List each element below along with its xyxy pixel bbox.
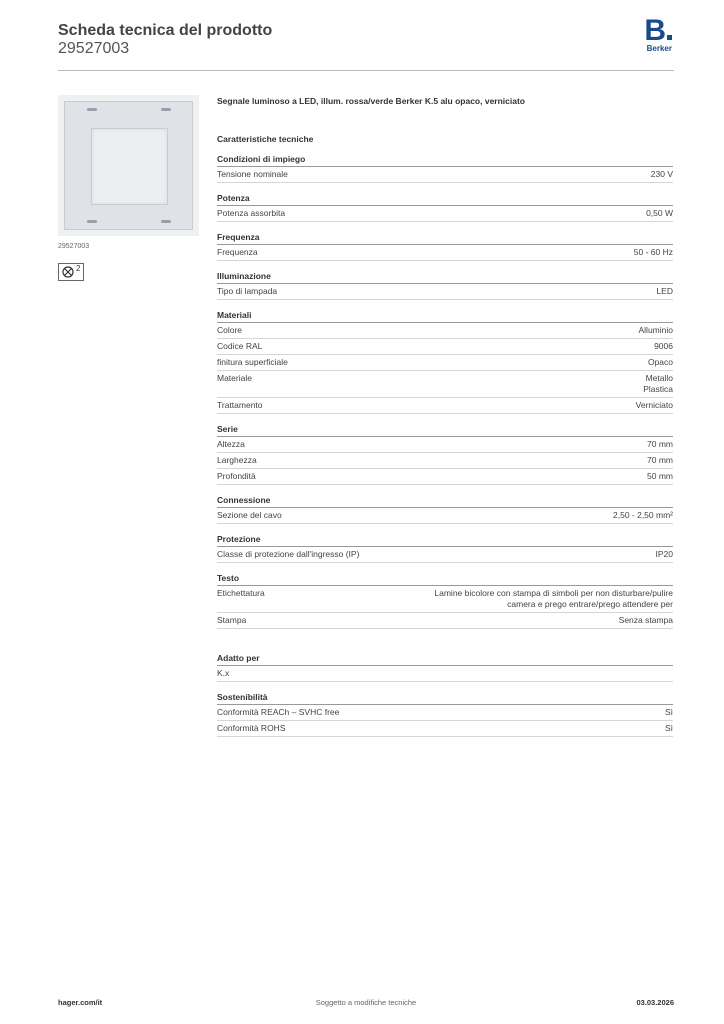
- spec-group: [217, 573, 673, 629]
- spec-row: [217, 245, 673, 261]
- spec-row: [217, 339, 673, 355]
- spec-group-title: Illuminazione: [217, 271, 673, 284]
- spec-value: 9006: [654, 341, 673, 351]
- spec-group-title: Potenza: [217, 193, 673, 206]
- logo-letter: B: [644, 14, 666, 47]
- spec-row: [217, 355, 673, 371]
- spec-group-title: Sostenibilità: [217, 692, 673, 705]
- product-image: [58, 95, 199, 236]
- spec-group-title: Testo: [217, 573, 673, 586]
- logo-dot: [667, 35, 672, 40]
- spec-content: [217, 96, 673, 747]
- spec-group-title: Serie: [217, 424, 673, 437]
- spec-row: [217, 547, 673, 563]
- spec-row: [217, 613, 673, 629]
- spec-row: [217, 323, 673, 339]
- spec-group-title: Materiali: [217, 310, 673, 323]
- plate-notch: [87, 220, 97, 223]
- spec-group-title: Adatto per: [217, 653, 673, 666]
- plate-notch: [87, 108, 97, 111]
- footer-date: 03.03.2026: [636, 998, 674, 1007]
- spec-label: Altezza: [217, 439, 245, 449]
- spec-group: [217, 653, 673, 682]
- plate-notch: [161, 108, 171, 111]
- spec-group: [217, 310, 673, 414]
- spec-value: Metallo Plastica: [643, 373, 673, 394]
- product-description: Segnale luminoso a LED, illum. rossa/verde Berker K.5 alu opaco, verniciato: [217, 96, 525, 106]
- spec-label: Tensione nominale: [217, 169, 288, 179]
- plate-notch: [161, 220, 171, 223]
- spec-label: Tipo di lampada: [217, 286, 278, 296]
- logo-text: Berker: [646, 44, 672, 53]
- page-header: [58, 14, 674, 71]
- spec-label: Trattamento: [217, 400, 263, 410]
- spec-value: 230 V: [650, 169, 673, 179]
- spec-groups: [217, 154, 673, 737]
- spec-row: [217, 453, 673, 469]
- spec-label: Colore: [217, 325, 243, 335]
- spec-group-title: Protezione: [217, 534, 673, 547]
- spec-value: 70 mm: [647, 455, 673, 465]
- spec-value: Senza stampa: [618, 615, 673, 625]
- spec-group: [217, 692, 673, 737]
- spec-label: Conformità REACh – SVHC free: [217, 707, 340, 717]
- spec-label: Codice RAL: [217, 341, 263, 351]
- spec-row: [217, 721, 673, 737]
- spec-label: Frequenza: [217, 247, 258, 257]
- spec-group: [217, 232, 673, 261]
- spec-row: [217, 437, 673, 453]
- spec-row: [217, 284, 673, 300]
- spec-label: Materiale: [217, 373, 252, 383]
- spec-value: Verniciato: [635, 400, 673, 410]
- spec-value: 70 mm: [647, 439, 673, 449]
- spec-value: LED: [656, 286, 673, 296]
- spec-value: Opaco: [647, 357, 673, 367]
- spec-row: [217, 666, 673, 682]
- spec-label: Sezione del cavo: [217, 510, 282, 520]
- group-spacer: [217, 639, 673, 653]
- spec-label: Etichettatura: [217, 588, 265, 598]
- spec-value: Sì: [664, 723, 673, 733]
- spec-value: 50 mm: [647, 471, 673, 481]
- spec-value: 0,50 W: [646, 208, 673, 218]
- footer-notice: Soggetto a modifiche tecniche: [315, 998, 417, 1007]
- lamp-icon-superscript: 2: [76, 264, 81, 273]
- spec-group: [217, 424, 673, 485]
- spec-value: IP20: [655, 549, 673, 559]
- spec-row: [217, 206, 673, 222]
- spec-label: Larghezza: [217, 455, 257, 465]
- cover-plate: [64, 101, 193, 230]
- spec-label: Potenza assorbita: [217, 208, 286, 218]
- spec-label: Classe di protezione dall'ingresso (IP): [217, 549, 360, 559]
- spec-group-title: Connessione: [217, 495, 673, 508]
- spec-row: [217, 371, 673, 398]
- lamp-symbol-icon: [58, 263, 84, 281]
- spec-value: Alluminio: [638, 325, 673, 335]
- section-title: Caratteristiche tecniche: [217, 134, 314, 144]
- image-caption: 29527003: [58, 243, 90, 250]
- spec-label: Profondità: [217, 471, 256, 481]
- spec-group: [217, 154, 673, 183]
- spec-value: Lamine bicolore con stampa di simboli per non disturbare/pulire camera e prego entrare/prego attendere per: [434, 588, 673, 609]
- spec-row: [217, 586, 673, 613]
- spec-label: finitura superficiale: [217, 357, 288, 367]
- spec-group: [217, 534, 673, 563]
- spec-value: 2,50 - 2,50 mm²: [613, 510, 673, 520]
- signal-lens: [91, 128, 168, 205]
- spec-row: [217, 705, 673, 721]
- spec-row: [217, 508, 673, 524]
- spec-row: [217, 469, 673, 485]
- spec-row: [217, 398, 673, 414]
- spec-group: [217, 193, 673, 222]
- spec-group-title: Condizioni di impiego: [217, 154, 673, 167]
- page-title: Scheda tecnica del prodotto: [58, 22, 273, 39]
- spec-value: 50 - 60 Hz: [633, 247, 673, 257]
- spec-label: Conformità ROHS: [217, 723, 286, 733]
- spec-label: Stampa: [217, 615, 247, 625]
- spec-group: [217, 271, 673, 300]
- spec-label: K.x: [217, 668, 230, 678]
- berker-logo: [638, 16, 672, 53]
- product-code: 29527003: [58, 40, 130, 57]
- spec-row: [217, 167, 673, 183]
- spec-value: Sì: [664, 707, 673, 717]
- spec-group: [217, 495, 673, 524]
- spec-group-title: Frequenza: [217, 232, 673, 245]
- footer-website-link[interactable]: hager.com/it: [58, 998, 103, 1007]
